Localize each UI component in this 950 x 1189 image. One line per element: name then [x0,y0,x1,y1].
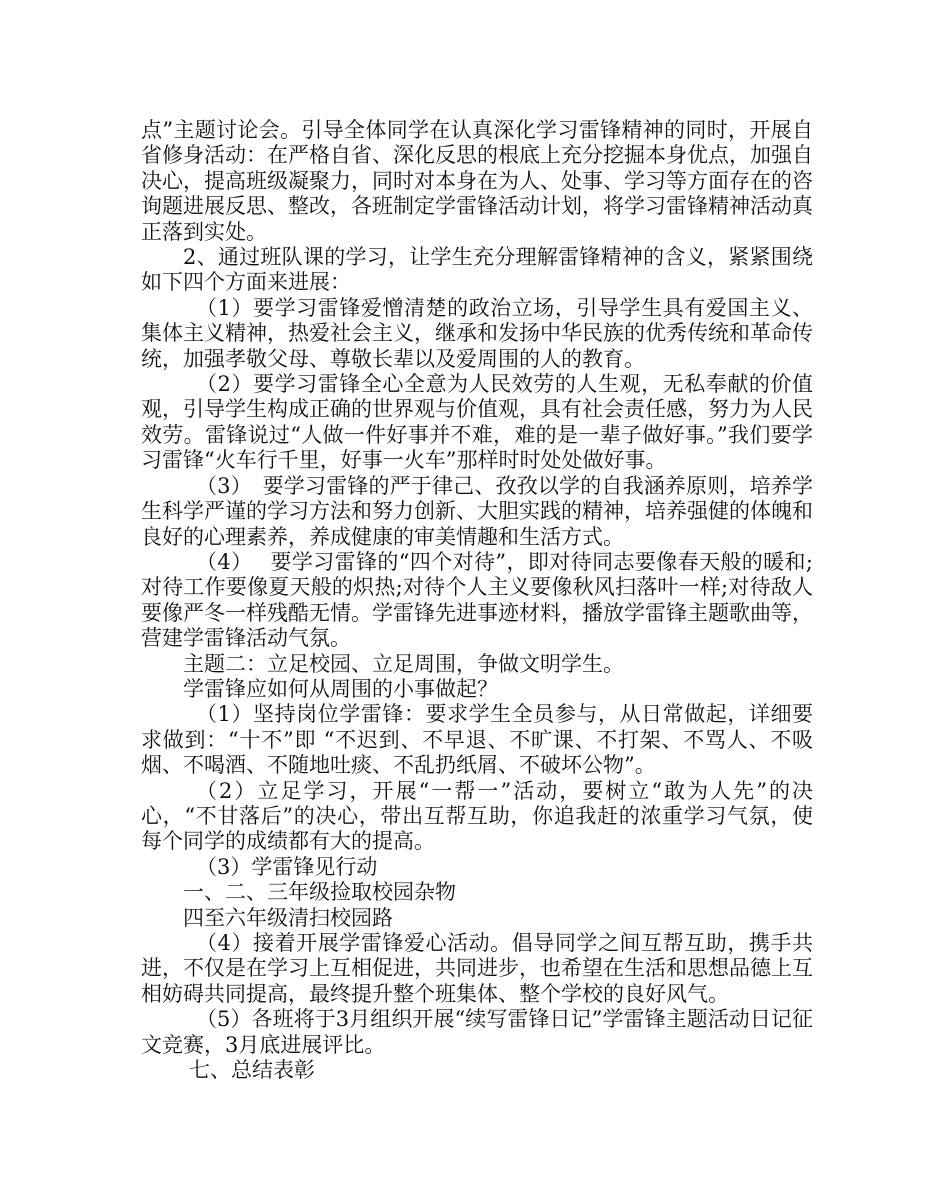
paragraph-intro: 点”主题讨论会。引导全体同学在认真深化学习雷锋精神的同时，开展自省修身活动：在严格自省、深化反思的根底上充分挖掘本身优点，加强自决心，提高班级凝聚力，同时对本身在为人、处事、学习等方面存在的咨询题进展反思、整改，各班制定学雷锋活动计划，将学习雷锋精神活动真正落到实处。 [141,118,813,244]
paragraph-action-3: （3）学雷锋见行动 [196,854,378,879]
paragraph-item-4: （4） 要学习雷锋的“四个对待”，即对待同志要像春天般的暖和;对待工作要像夏天般的炽热;对待个人主义要像秋风扫落叶一样;对待敌人要像严冬一样残酷无情。学雷锋先进事迹材料，播放学雷锋主题歌曲等，营建学雷锋活动气氛。 [141,549,813,651]
paragraph-point-2: 2、通过班队课的学习，让学生充分理解雷锋精神的含义，紧紧围绕如下四个方面来进展： [141,245,813,295]
paragraph-grades-1-3: 一、二、三年级捡取校园杂物 [183,880,456,905]
paragraph-action-4: （4）接着开展学雷锋爱心活动。倡导同学之间互帮互助，携手共进，不仅是在学习上互相促进，共同进步，也希望在生活和思想品德上互相妨碍共同提高，最终提升整个班集体、整个学校的良好风气。 [141,931,813,1006]
paragraph-item-3: （3） 要学习雷锋的严于律己、孜孜以学的自我涵养原则，培养学生科学严谨的学习方法和努力创新、大胆实践的精神，培养强健的体魄和良好的心理素养，养成健康的审美情趣和生活方式。 [141,473,813,549]
paragraph-item-2: （2）要学习雷锋全心全意为人民效劳的人生观，无私奉献的价值观，引导学生构成正确的世界观与价值观，具有社会责任感，努力为人民效劳。雷锋说过“人做一件好事并不难，难的是一辈子做好事。”我们要学习雷锋“火车行千里，好事一火车”那样时时处处做好事。 [141,372,813,473]
paragraph-action-2: （2）立足学习，开展“一帮一”活动，要树立“敢为人先”的决心，“不甘落后”的决心，带出互帮互助，你追我赶的浓重学习气氛，使每个同学的成绩都有大的提高。 [141,778,813,854]
document-body [141,118,813,1083]
paragraph-grades-4-6: 四至六年级清扫校园路 [183,905,393,930]
section-heading-7: 七、总结表彰 [189,1058,315,1083]
paragraph-action-1: （1）坚持岗位学雷锋：要求学生全员参与，从日常做起，详细要求做到：“十不”即 “不迟到、不早退、不旷课、不打架、不骂人、不吸烟、不喝酒、不随地吐痰、不乱扔纸屑、不破坏公物”。 [141,702,813,778]
paragraph-item-1: （1）要学习雷锋爱憎清楚的政治立场，引导学生具有爱国主义、集体主义精神，热爱社会主义，继承和发扬中华民族的优秀传统和革命传统，加强孝敬父母、尊敬长辈以及爱周围的人的教育。 [141,295,813,371]
paragraph-action-5: （5）各班将于3月组织开展“续写雷锋日记”学雷锋主题活动日记征文竞赛，3月底进展评比。 [141,1007,813,1057]
paragraph-theme-2: 主题二：立足校园、立足周围，争做文明学生。 [183,651,624,676]
paragraph-question: 学雷锋应如何从周围的小事做起？ [183,676,498,701]
